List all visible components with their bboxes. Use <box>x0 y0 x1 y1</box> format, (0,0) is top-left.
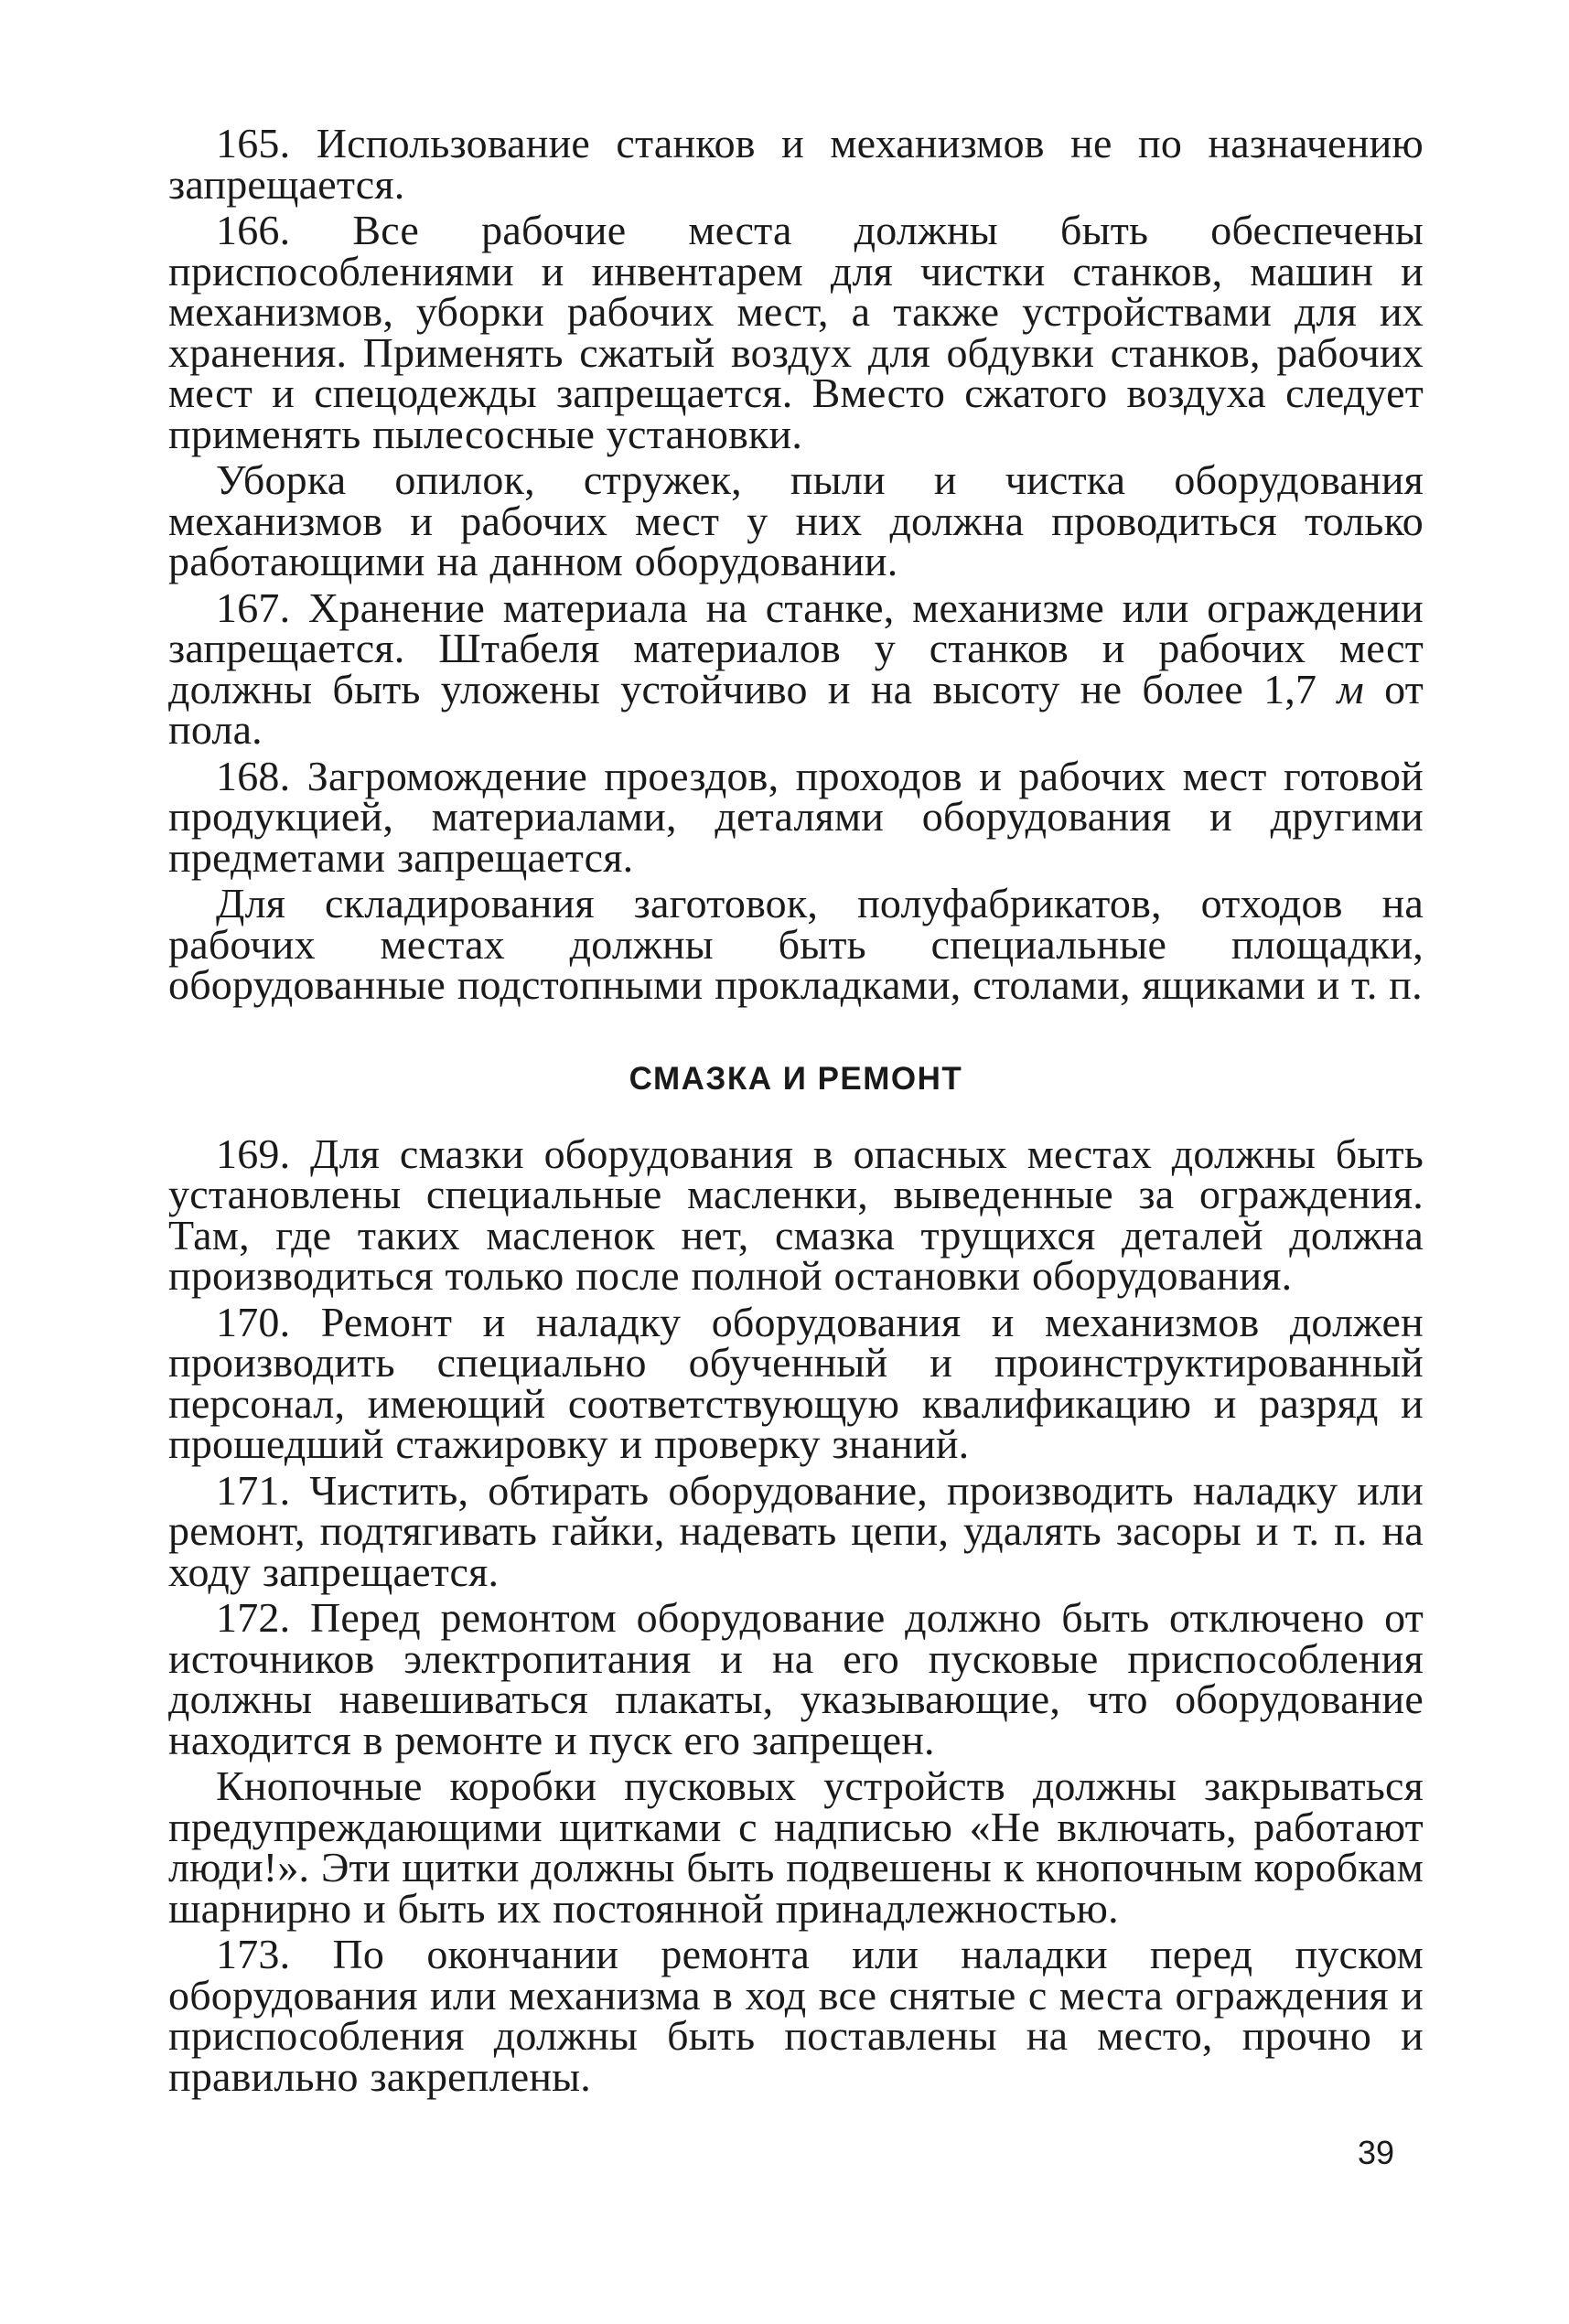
paragraph-167-text: 167. Хранение материала на станке, механизме или ограждении запрещается. Штабеля материалов у станков и рабочих мест должны быть уложены устойчиво и на высоту не более 1,7 <box>168 584 1424 712</box>
paragraph-167 <box>168 584 1424 753</box>
paragraph-168: 168. Загромождение проездов, проходов и рабочих мест готовой продукцией, материалами, деталями оборудования и другими предметами запрещается. <box>168 752 1424 881</box>
page-number: 39 <box>1358 2134 1395 2171</box>
paragraph-169: 169. Для смазки оборудования в опасных местах должны быть установлены специальные масленки, выведенные за ограждения. Там, где таких масленок нет, смазка трущихся деталей должна производиться только после полной остановки оборудования. <box>168 1130 1424 1299</box>
paragraph-172: 172. Перед ремонтом оборудование должно быть отключено от источников электропитания и на его пусковые приспособления должны навешиваться плакаты, указывающие, что оборудование находится в ремонте и пуск его запрещен. <box>168 1594 1424 1763</box>
page-body <box>168 120 1424 2100</box>
paragraph-173: 173. По окончании ремонта или наладки перед пуском оборудования или механизма в ход все снятые с места ограждения и приспособления должны быть поставлены на место, прочно и правильно закреплены. <box>168 1931 1424 2100</box>
paragraph-166-cleaning: Уборка опилок, стружек, пыли и чистка оборудования механизмов и рабочих мест у них должна проводиться только работающими на данном оборудовании. <box>168 456 1424 584</box>
paragraph-167-tail: от пола. <box>168 665 1424 753</box>
paragraph-165: 165. Использование станков и механизмов не по назначению запрещается. <box>168 120 1424 208</box>
paragraph-168-storage: Для складирования заготовок, полуфабрикатов, отходов на рабочих местах должны быть специальные площадки, оборудованные подстопными прокладками, столами, ящиками и т. п. <box>168 880 1424 1008</box>
paragraph-170: 170. Ремонт и наладку оборудования и механизмов должен производить специально обученный и проинструктированный персонал, имеющий соответствующую квалификацию и разряд и прошедший стажировку и проверку знаний. <box>168 1298 1424 1467</box>
paragraph-172-buttons: Кнопочные коробки пусковых устройств должны закрываться предупреждающими щитками с надписью «Не включать, работают люди!». Эти щитки должны быть подвешены к кнопочным коробкам шарнирно и быть их постоянной принадлежностью. <box>168 1762 1424 1932</box>
section-heading: СМАЗКА И РЕМОНТ <box>629 1060 963 1097</box>
paragraph-166: 166. Все рабочие места должны быть обеспечены приспособлениями и инвентарем для чистки станков, машин и механизмов, уборки рабочих мест, а также устройствами для их хранения. Применять сжатый воздух для обдувки станков, рабочих мест и спецодежды запрещается. Вместо сжатого воздуха следует применять пылесосные установки. <box>168 207 1424 457</box>
unit-meter: м <box>1337 665 1364 712</box>
paragraph-171: 171. Чистить, обтирать оборудование, производить наладку или ремонт, подтягивать гайки, надевать цепи, удалять засоры и т. п. на ходу запрещается. <box>168 1466 1424 1595</box>
